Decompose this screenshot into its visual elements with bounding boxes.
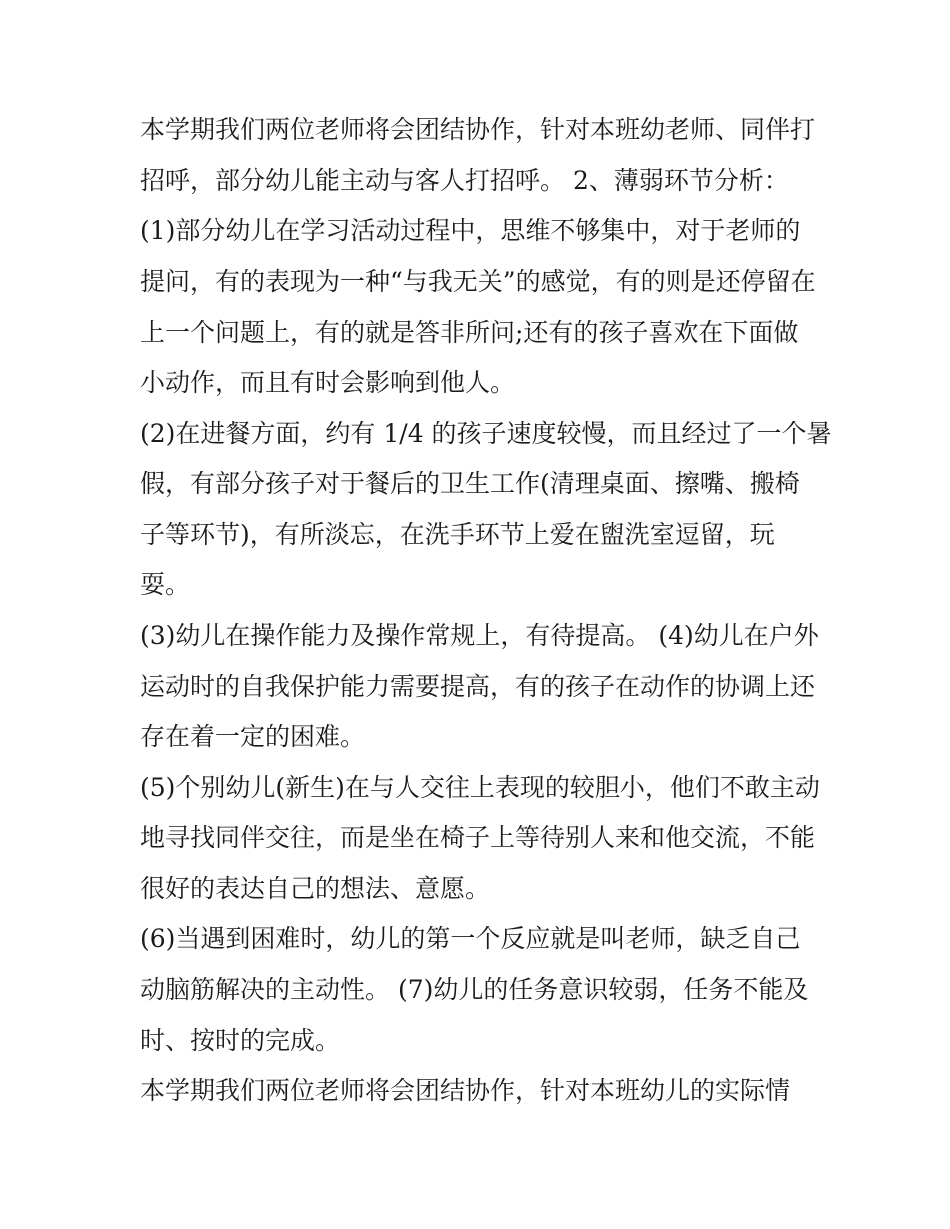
- text-line-12: 运动时的自我保护能力需要提高，有的孩子在动作的协调上还: [140, 672, 816, 701]
- text-line-5: 上一个问题上，有的就是答非所问;还有的孩子喜欢在下面做: [140, 318, 799, 347]
- text-line-16: 很好的表达自己的想法、意愿。: [140, 874, 491, 903]
- text-line-8: 假，有部分孩子对于餐后的卫生工作(清理桌面、擦嘴、搬椅: [140, 469, 800, 498]
- text-line-11: (3)幼儿在操作能力及操作常规上，有待提高。 (4)幼儿在户外: [140, 621, 819, 650]
- text-line-14: (5)个别幼儿(新生)在与人交往上表现的较胆小，他们不敢主动: [140, 773, 820, 802]
- text-line-19: 时、按时的完成。: [140, 1026, 341, 1055]
- text-line-6: 小动作，而且有时会影响到他人。: [140, 368, 516, 397]
- text-line-15: 地寻找同伴交往，而是坐在椅子上等待别人来和他交流，不能: [140, 823, 816, 852]
- text-line-1: 本学期我们两位老师将会团结协作，针对本班幼老师、同伴打: [140, 115, 816, 144]
- text-line-7: (2)在进餐方面，约有 1/4 的孩子速度较慢，而且经过了一个暑: [140, 419, 832, 448]
- text-line-13: 存在着一定的困难。: [140, 722, 366, 751]
- text-line-3: (1)部分幼儿在学习活动过程中，思维不够集中，对于老师的: [140, 216, 801, 245]
- text-line-10: 耍。: [140, 570, 191, 599]
- text-line-18: 动脑筋解决的主动性。 (7)幼儿的任务意识较弱，任务不能及: [140, 975, 809, 1004]
- text-line-2: 招呼，部分幼儿能主动与客人打招呼。 2、薄弱环节分析：: [140, 166, 789, 195]
- text-line-20: 本学期我们两位老师将会团结协作，针对本班幼儿的实际情: [140, 1076, 791, 1105]
- text-line-4: 提问，有的表现为一种“与我无关”的感觉，有的则是还停留在: [140, 267, 816, 296]
- text-line-17: (6)当遇到困难时，幼儿的第一个反应就是叫老师，缺乏自己: [140, 924, 801, 953]
- text-line-9: 子等环节)，有所淡忘，在洗手环节上爱在盥洗室逗留，玩: [140, 520, 775, 549]
